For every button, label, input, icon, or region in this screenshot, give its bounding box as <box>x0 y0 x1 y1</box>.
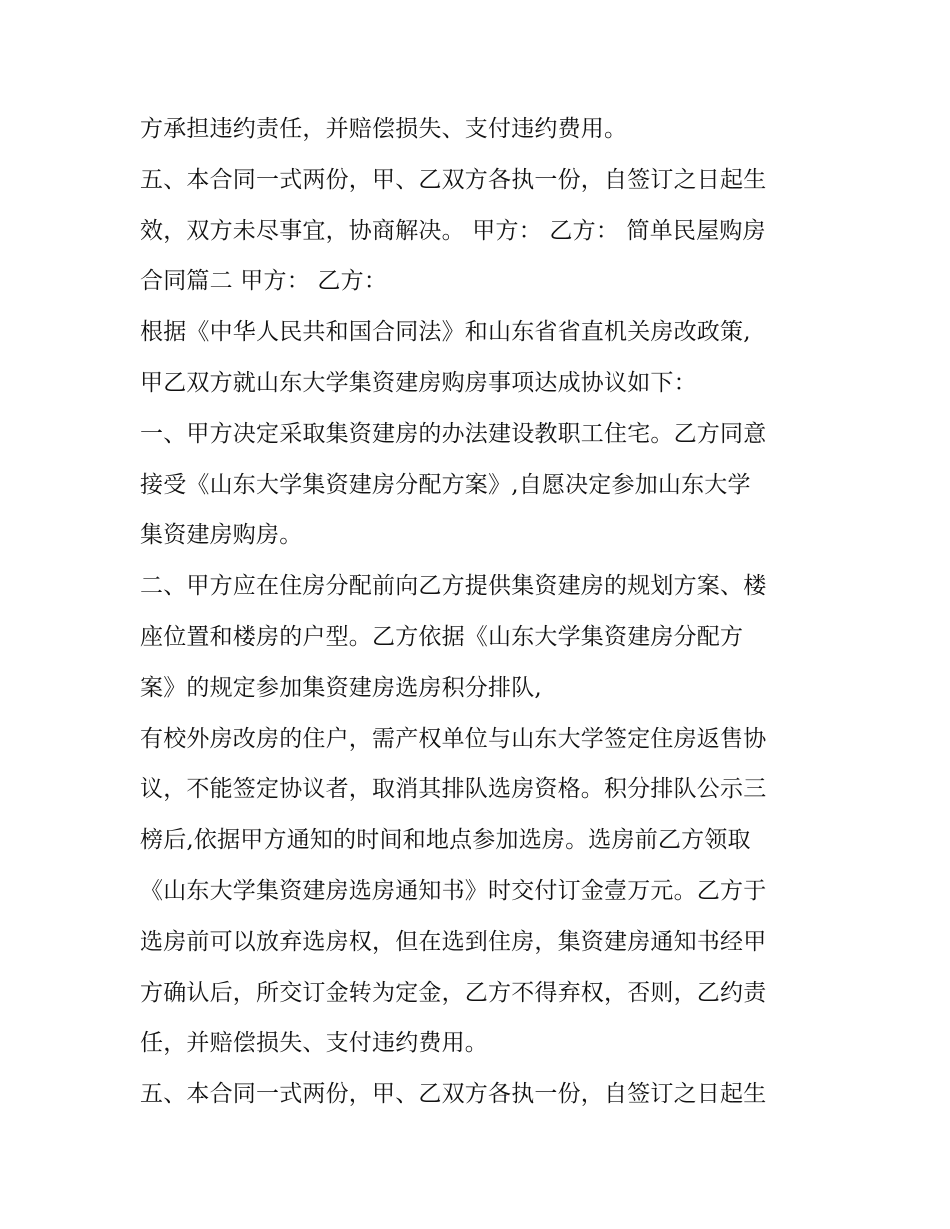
text-line: 榜后,依据甲方通知的时间和地点参加选房。选房前乙方领取 <box>140 827 751 854</box>
text-line: 甲乙双方就山东大学集资建房购房事项达成协议如下： <box>140 369 697 396</box>
text-line: 议，不能签定协议者，取消其排队选房资格。积分排队公示三 <box>140 776 767 803</box>
text-line: 根据《中华人民共和国合同法》和山东省省直机关房改政策, <box>140 319 751 346</box>
contract-text <box>140 104 820 1120</box>
text-line: 《山东大学集资建房选房通知书》时交付订金壹万元。乙方于 <box>140 877 767 904</box>
text-line: 方承担违约责任，并赔偿损失、支付违约费用。 <box>140 116 628 142</box>
text-line: 集资建房购房。 <box>140 522 303 549</box>
text-line: 一、甲方决定采取集资建房的办法建设教职工住宅。乙方同意 <box>140 420 767 447</box>
text-line: 方确认后，所交订金转为定金，乙方不得弃权，否则，乙约责 <box>140 979 767 1006</box>
text-line: 合同篇二 甲方： 乙方： <box>140 268 388 295</box>
text-line: 二、甲方应在住房分配前向乙方提供集资建房的规划方案、楼 <box>140 573 767 600</box>
text-line: 案》的规定参加集资建房选房积分排队, <box>140 674 542 701</box>
text-line: 五、本合同一式两份，甲、乙双方各执一份，自签订之日起生 <box>140 166 767 193</box>
text-line: 任，并赔偿损失、支付违约费用。 <box>140 1030 488 1057</box>
text-line: 有校外房改房的住户，需产权单位与山东大学签定住房返售协 <box>140 725 767 752</box>
text-line: 接受《山东大学集资建房分配方案》,自愿决定参加山东大学 <box>140 471 751 498</box>
text-line: 选房前可以放弃选房权，但在选到住房，集资建房通知书经甲 <box>140 928 767 955</box>
text-line: 效，双方未尽事宜，协商解决。 甲方： 乙方： 简单民屋购房 <box>140 217 766 244</box>
text-line: 五、本合同一式两份，甲、乙双方各执一份，自签订之日起生 <box>140 1081 767 1108</box>
text-line: 座位置和楼房的户型。乙方依据《山东大学集资建房分配方 <box>140 623 744 650</box>
